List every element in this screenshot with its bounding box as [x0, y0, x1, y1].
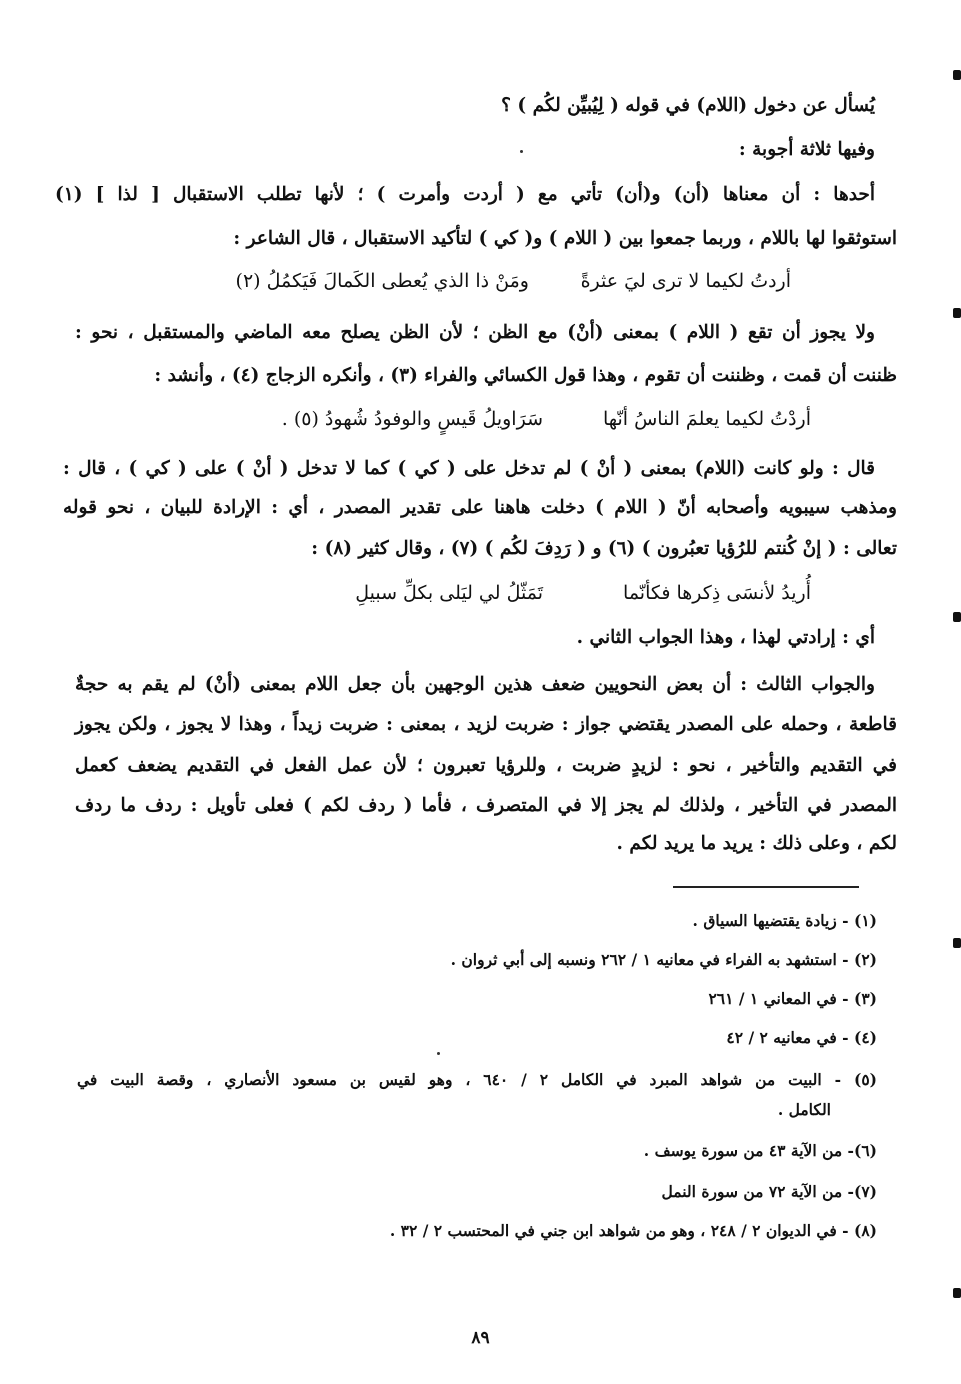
footnote: (٧)- من الآية ٧٢ من سورة النمل [661, 1182, 877, 1201]
footnote: (٥) - البيت من شواهد المبرد في الكامل ٢ / ٦٤٠ ، وهو لقيس بن مسعود الأنصاري ، وقصة البيت في [77, 1070, 877, 1089]
verse-hemistich: ومَنْ ذا الذي يُعطى الكَمالَ فَيَكمُلُ (٢) [235, 270, 529, 292]
footnote-separator [673, 886, 859, 888]
footnote: (٦)- من الآية ٤٣ من سورة يوسف . [643, 1141, 877, 1160]
footnote: (٢) - استشهد به الفراء في معانيه ١ / ٢٦٢ ونسبه إلى أبي ثروان . [450, 950, 877, 969]
text-line: لكم ، وعلى ذلك : يريد ما يريد لكم . [616, 833, 897, 854]
scan-edge-mark [953, 70, 961, 80]
text-line: ومذهب سيبويه وأصحابه أنّ ( اللام ) دخلت هاهنا على تقدير المصدر ، أي : الإرادة للبيان ، نحو قوله [63, 497, 897, 518]
page-number: ٨٩ [471, 1328, 490, 1348]
scan-edge-mark [953, 1288, 961, 1298]
text-line: يُسأل عن دخول (اللام) في قوله ( لِيُبيِّن لكُم ) ؟ [501, 95, 875, 116]
scan-edge-mark [953, 308, 961, 318]
text-line: أي : إرادتي لهذا ، وهذا الجواب الثاني . [576, 627, 875, 648]
text-line: المصدر في التأخير ، ولذلك لم يجز إلا في المتصرف ، فأما ( ردف لكم ) فعلى تأويل : ردف ما ردف [75, 795, 897, 816]
footnote: (٤) - في معانيه ٢ / ٤٢ [726, 1028, 877, 1047]
text-line: ولا يجوز أن تقع ( اللام ) بمعنى (أنْ) مع الظن ؛ لأن الظن يصلح معه الماضي والمستقبل ، نحو : [75, 322, 875, 343]
text-line: والجواب الثالث : أن بعض النحويين ضعف هذين الوجهين بأن جعل اللام بمعنى (أنْ) لم يقم به حجةٌ [75, 674, 875, 695]
text-line: وفيها ثلاثة أجوبة : [738, 139, 875, 160]
text-line: أحدها : أن معناها (أن) و(أن) تأتي مع ( أردت وأمرت ) ؛ لأنها تطلب الاستقبال [ لذا ] (١) [55, 184, 875, 205]
text-line: ظننت أن قمت ، وظننت أن تقوم ، وهذا قول الكسائي والفراء (٣) ، وأنكره الزجاج (٤) ، وأنشد : [154, 365, 897, 386]
text-line: في التقديم والتأخير ، نحو : لزيدٍ ضربت ، وللرؤيا تعبرون ؛ لأن عمل الفعل في التقديم يضعف كعمل [75, 755, 897, 776]
text-line: تعالى : ( إنْ كُنتم للرُؤيا تعبُرون ) (٦) و ( رَدِفَ لكُم ) (٧) ، وقال كثير (٨) : [311, 538, 897, 559]
verse-hemistich: أردْتُ لكيما يعلمَ الناسُ أنّها [602, 408, 811, 430]
footnote: (٣) - في المعاني ١ / ٢٦١ [708, 989, 877, 1008]
scan-edge-mark [953, 612, 961, 622]
verse-hemistich: سَرَاويلُ قَيسٍ والوفودُ شُهودُ (٥) . [281, 408, 543, 430]
verse-hemistich: تَمَثّلُ لي ليَلى بكلِّ سبيلِ [355, 582, 543, 604]
scan-edge-mark [953, 938, 961, 948]
verse-hemistich: أردتُ لكيما لا ترى ليَ عثرةً [580, 270, 791, 292]
verse-hemistich: أُريدُ لأنسَى ذِكرها فكأنّما [623, 582, 811, 604]
text-line: استوثقوا لها باللام ، وربما جمعوا بين ( اللام ) و( كي ) لتأكيد الاستقبال ، قال الشاعر : [233, 228, 897, 249]
footnote: (٨) - في الديوان ٢ / ٢٤٨ ، وهو من شواهد ابن جني في المحتسب ٢ / ٣٢ . [389, 1221, 877, 1240]
scan-speck [520, 150, 523, 153]
footnote: (١) - زيادة يقتضيها السياق . [692, 911, 877, 930]
footnote: الكامل . [777, 1100, 831, 1119]
scan-speck [437, 1052, 440, 1055]
text-line: قاطعة ، وحمله على المصدر يقتضي جواز : ضربت لزيد ، بمعنى : ضربت زيداً ، وهذا لا يجوز ، ولكن يجوز [75, 714, 897, 735]
text-line: قال : ولو كانت (اللام) بمعنى ( أنْ ) لم تدخل على ( كي ) كما لا تدخل ( أنْ ) على ( كي ) ، قال : [63, 458, 875, 479]
